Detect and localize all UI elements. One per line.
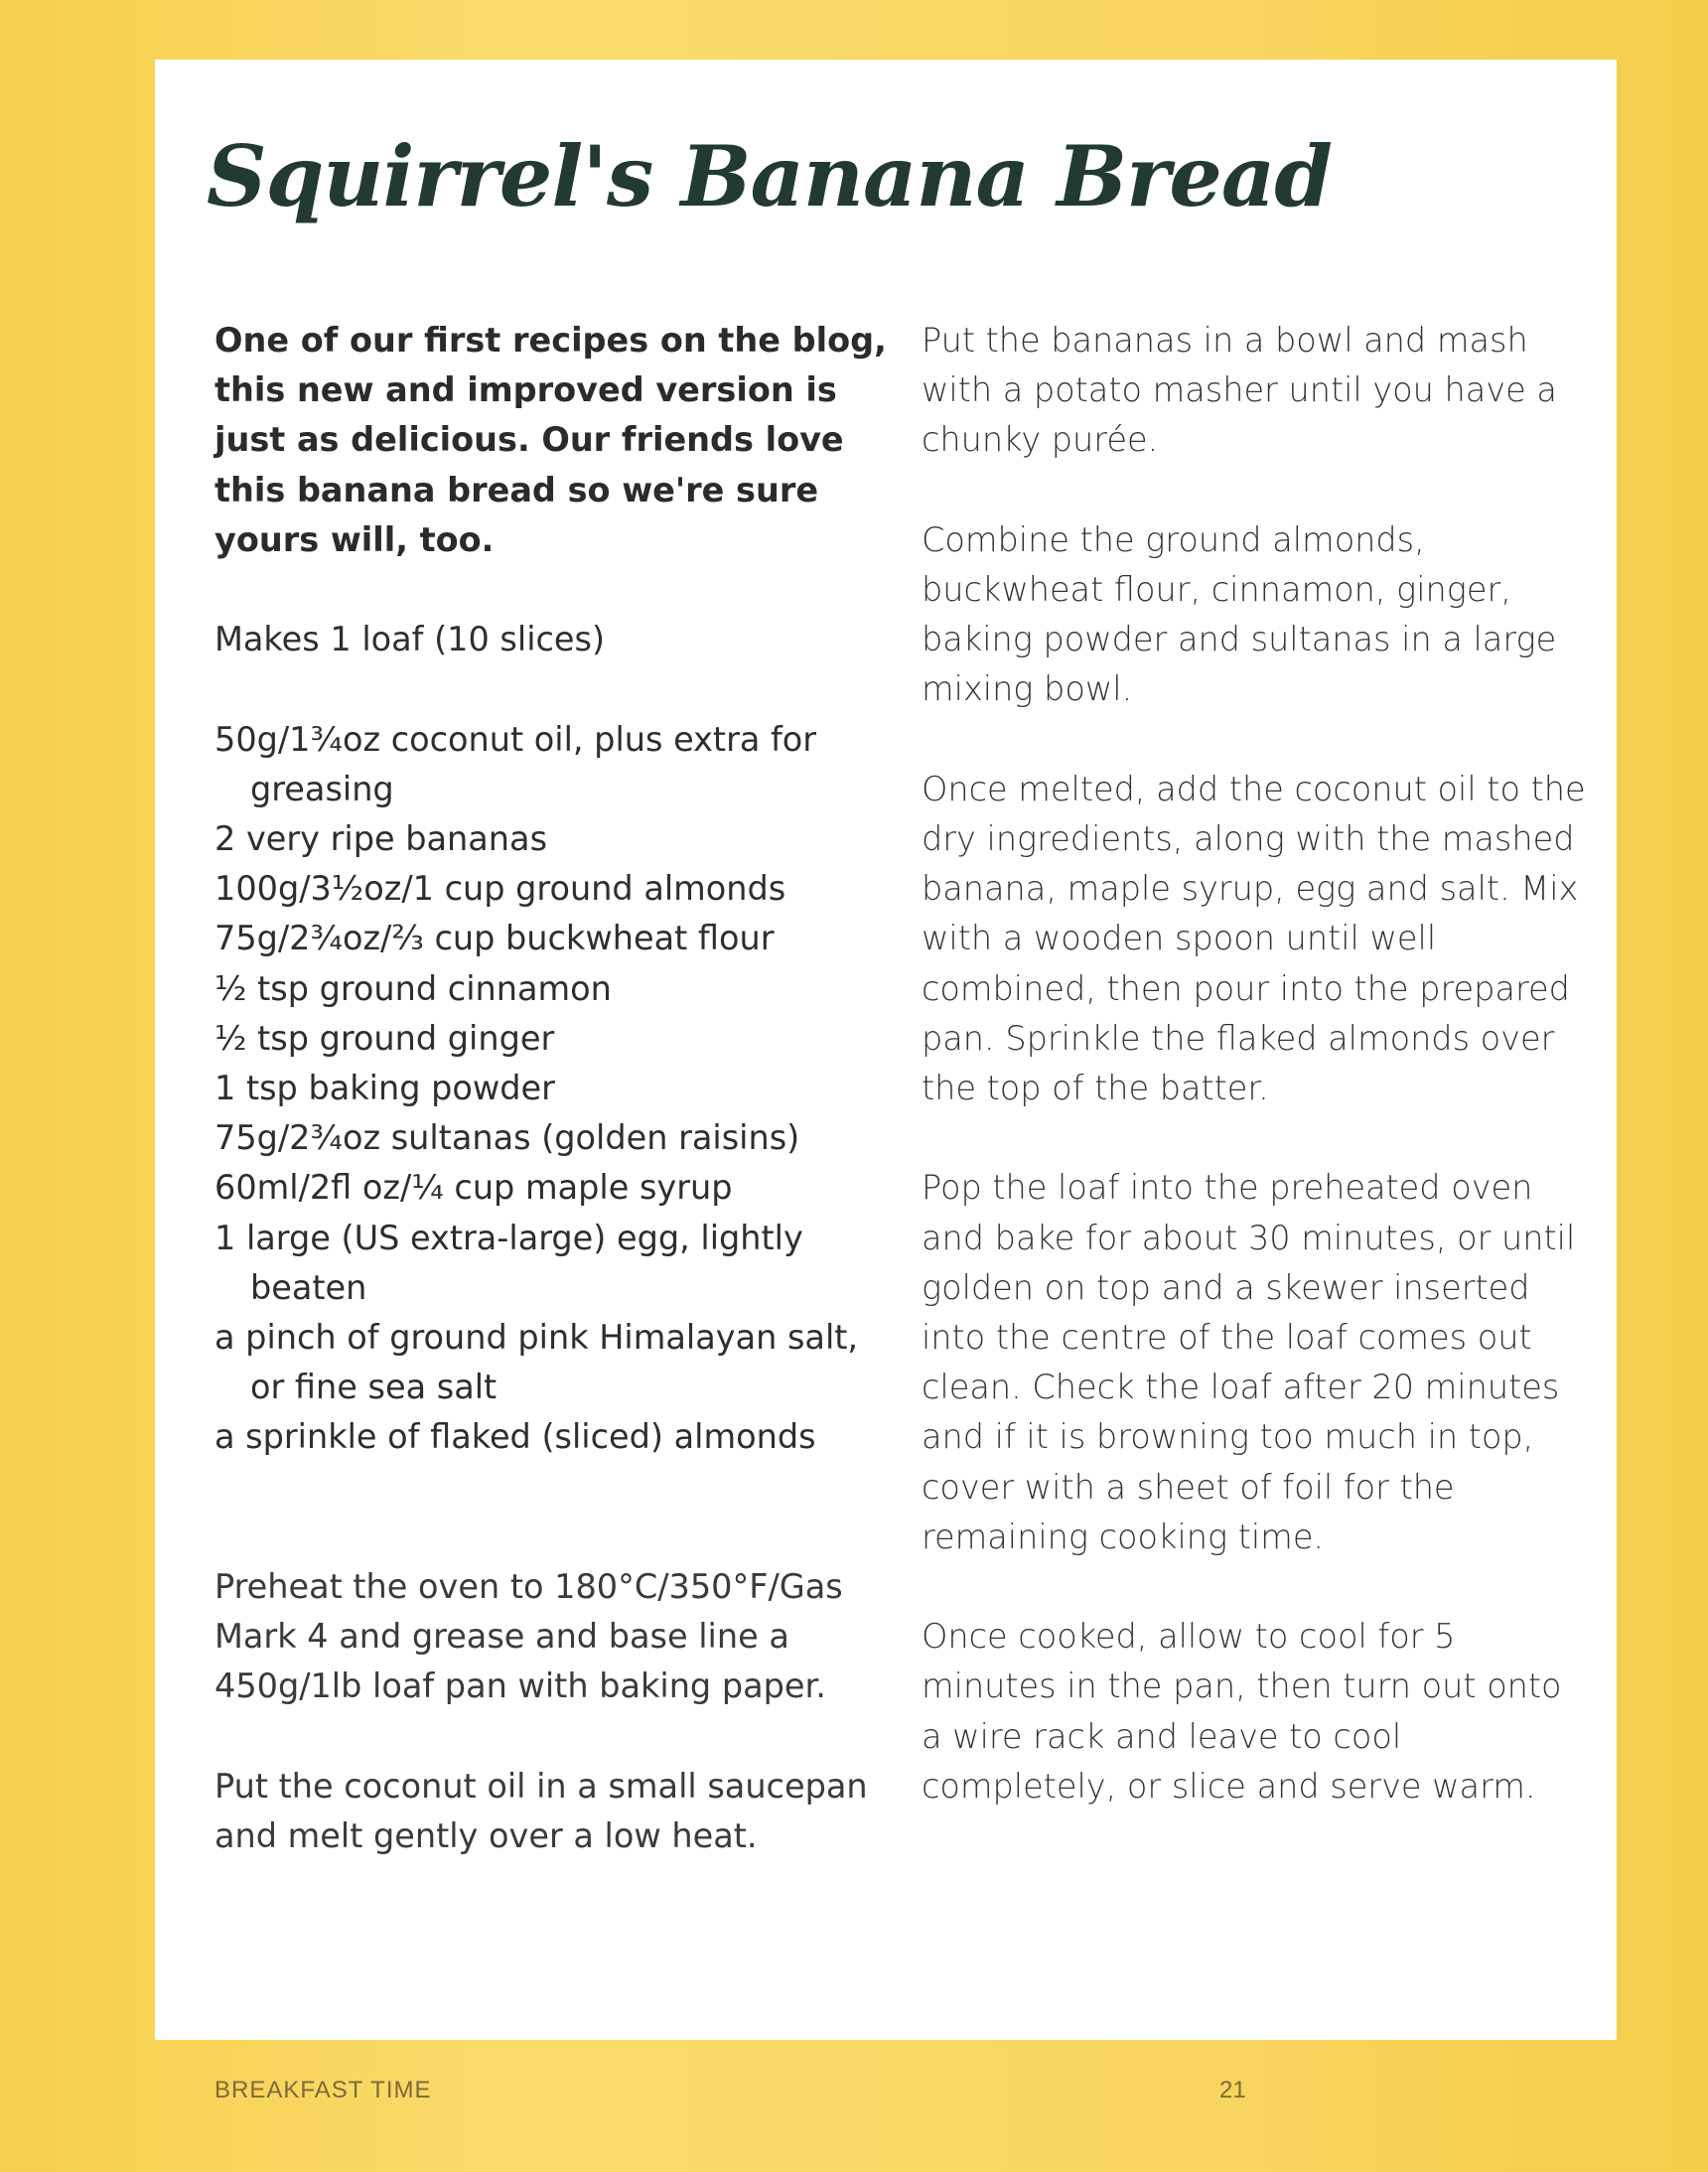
method-step: Put the bananas in a bowl and mash with a potato masher until you have a chunky purée. — [922, 321, 1557, 460]
recipe-yield: Makes 1 loaf (10 slices) — [214, 620, 606, 659]
ingredient-item: 75g/2¾oz/⅔ cup buckwheat flour — [214, 919, 775, 958]
ingredient-item: ½ tsp ground ginger — [214, 1018, 555, 1058]
ingredient-item: 1 tsp baking powder — [214, 1069, 555, 1108]
right-column — [922, 316, 1589, 1811]
method-step: Once melted, add the coconut oil to the dry ingredients, along with the mashed banana, maple syrup, egg and salt. Mix with a wooden spoon until well combined, then pour into the prepared pan. Sprinkle the flaked almonds over the top of the batter. — [922, 769, 1586, 1108]
left-column — [214, 316, 900, 1861]
method-step: Combine the ground almonds, buckwheat flour, cinnamon, ginger, baking powder and sultanas in a large mixing bowl. — [922, 519, 1557, 709]
page-number: 21 — [1219, 2077, 1246, 2103]
method-step: Once cooked, allow to cool for 5 minutes in the pan, then turn out onto a wire rack and leave to cool completely, or slice and serve warm. — [922, 1617, 1562, 1806]
method-step: Preheat the oven to 180°C/350°F/Gas Mark 4 and grease and base line a 450g/1lb loaf pan with baking paper. — [214, 1567, 843, 1706]
ingredient-list — [214, 715, 900, 1463]
method-step: Pop the loaf into the preheated oven and bake for about 30 minutes, or until golden on top and a skewer inserted into the centre of the loaf comes out clean. Check the loaf after 20 minutes and if it is browning too much in top, cover with a sheet of foil for the remaining cooking time. — [922, 1168, 1576, 1556]
intro-paragraph: One of our first recipes on the blog, this new and improved version is just as delicious. Our friends love this banana bread so we're sure yours will, too. — [214, 321, 887, 559]
ingredient-item: 2 very ripe bananas — [214, 819, 548, 858]
ingredient-item: a pinch of ground pink Himalayan salt, or fine sea salt — [214, 1318, 859, 1407]
ingredient-item: 100g/3½oz/1 cup ground almonds — [214, 869, 786, 909]
method-step: Put the coconut oil in a small saucepan and melt gently over a low heat. — [214, 1766, 868, 1856]
recipe-title: Squirrel's Banana Bread — [207, 127, 1333, 225]
ingredient-item: 60ml/2fl oz/¼ cup maple syrup — [214, 1168, 733, 1208]
ingredient-item: a sprinkle of flaked (sliced) almonds — [214, 1417, 816, 1457]
ingredient-item: 50g/1¾oz coconut oil, plus extra for greasing — [214, 719, 817, 808]
ingredient-item: ½ tsp ground cinnamon — [214, 968, 612, 1008]
ingredient-item: 75g/2¾oz sultanas (golden raisins) — [214, 1118, 800, 1158]
footer-section-label: BREAKFAST TIME — [214, 2077, 432, 2103]
ingredient-item: 1 large (US extra-large) egg, lightly beaten — [214, 1218, 803, 1307]
